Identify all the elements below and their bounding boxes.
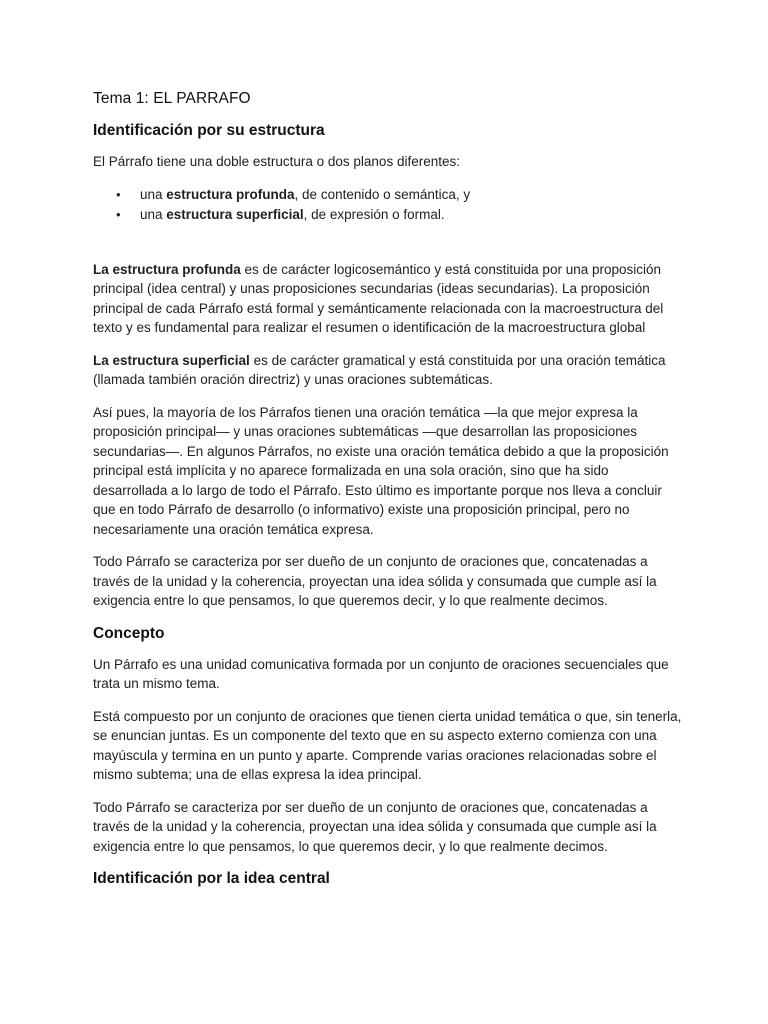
paragraph-concepto-3: Todo Párrafo se caracteriza por ser dueño de un conjunto de oraciones que, concatenadas a través de la unidad y la coherencia, proyectan una idea sólida y consumada que cumple así la exigencia entre lo que pensamos, lo que queremos decir, y lo que realmente decimos.	[93, 799, 657, 854]
section-heading-concepto: Concepto	[93, 624, 165, 642]
list-item-prefix: una	[140, 186, 167, 202]
paragraph-intro: El Párrafo tiene una doble estructura o dos planos diferentes:	[93, 154, 460, 169]
paragraph-text: es de carácter gramatical y está constituida por una oración temática (llamada también oración directriz) y unas oraciones subtemáticas.	[93, 352, 666, 387]
list-item-bold: estructura superficial	[166, 206, 304, 222]
section-heading-estructura: Identificación por su estructura	[93, 122, 325, 139]
list-item-prefix: una	[140, 206, 167, 222]
paragraph-todo-parrafo: Todo Párrafo se caracteriza por ser dueño de un conjunto de oraciones que, concatenadas a través de la unidad y la coherencia, proyectan una idea sólida y consumada que cumple así la exigencia entre lo que pensamos, lo que queremos decir, y lo que realmente decimos.	[93, 554, 657, 608]
term-bold: La estructura superficial	[93, 352, 250, 368]
paragraph-text: es de carácter logicosemántico y está constituida por una proposición principal (idea central) y unas proposiciones secundarias (ideas secundarias). La proposición principal de cada Párrafo está formal y semánticamente relacionada con la macroestructura del texto y es fundamental para realizar el resumen o identificación de la macroestructura global	[93, 261, 664, 335]
document-content	[93, 89, 683, 900]
term-bold: La estructura profunda	[93, 261, 241, 277]
paragraph-asi-pues: Así pues, la mayoría de los Párrafos tienen una oración temática —la que mejor expresa la proposición principal— y unas oraciones subtemáticas —que desarrollan las proposiciones secundarias—. En algunos Párrafos, no existe una oración temática debido a que la proposición principal está implícita y no aparece formalizada en una sola oración, sino que ha sido desarrollada a lo largo de todo el Párrafo. Esto último es importante porque nos lleva a concluir que en todo Párrafo de desarrollo (o informativo) existe una proposición principal, pero no necesariamente una oración temática expresa.	[93, 404, 669, 537]
paragraph-estructura-profunda	[93, 260, 683, 338]
paragraph-concepto-2: Está compuesto por un conjunto de oraciones que tienen cierta unidad temática o que, sin tenerla, se enuncian juntas. Es un componente del texto que en su aspecto externo comienza con una mayúscula y termina en un punto y aparte. Comprende varias oraciones relacionadas sobre el mismo subtema; una de ellas expresa la idea principal.	[93, 708, 682, 782]
paragraph-estructura-superficial	[93, 351, 683, 390]
list-item-suffix: , de expresión o formal.	[303, 206, 445, 222]
list-item	[93, 185, 683, 205]
spacer	[93, 225, 683, 260]
document-title: Tema 1: EL PARRAFO	[93, 90, 251, 107]
list-item-suffix: , de contenido o semántica, y	[294, 186, 471, 202]
list-item	[93, 205, 683, 225]
section-heading-idea-central: Identificación por la idea central	[93, 870, 330, 887]
bullet-list	[93, 185, 683, 225]
list-item-bold: estructura profunda	[166, 186, 295, 202]
bullet-icon: •	[116, 186, 121, 202]
bullet-icon: •	[116, 206, 121, 222]
paragraph-concepto-1: Un Párrafo es una unidad comunicativa formada por un conjunto de oraciones secuenciales que trata un mismo tema.	[93, 656, 669, 691]
